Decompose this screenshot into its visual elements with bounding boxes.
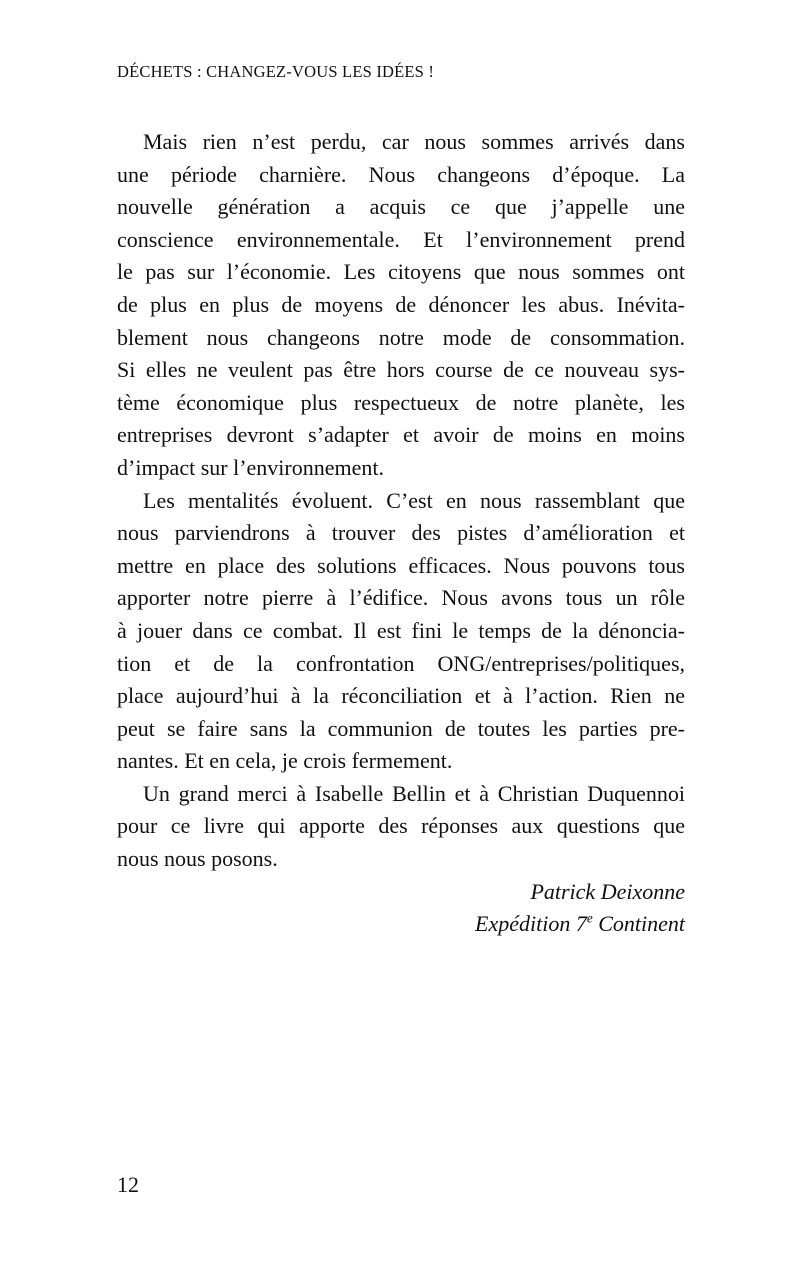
text-line: peut se faire sans la communion de toutes les parties pre- [117,715,685,741]
text-line: tion et de la confrontation ONG/entreprises/politiques, [117,650,685,676]
signature-org-part: Continent [592,911,685,937]
text-line: Si elles ne veulent pas être hors course de ce nouveau sys- [117,357,685,383]
text-line: pour ce livre qui apporte des réponses aux questions que [117,813,685,839]
text-line: à jouer dans ce combat. Il est fini le temps de la dénoncia- [117,617,685,643]
signature-org-part: Expédition 7 [475,911,587,937]
text-line: le pas sur l’économie. Les citoyens que nous sommes ont [117,259,685,285]
text-line: nous parviendrons à trouver des pistes d’amélioration et [117,520,685,546]
text-line: de plus en plus de moyens de dénoncer les abus. Inévita- [117,291,685,317]
text-line: entreprises devront s’adapter et avoir de moins en moins [117,422,685,448]
signature-name: Patrick Deixonne [530,878,685,904]
text-line: apporter notre pierre à l’édifice. Nous avons tous un rôle [117,585,685,611]
text-line: place aujourd’hui à la réconciliation et à l’action. Rien ne [117,683,685,709]
paragraph [117,126,685,485]
page-number: 12 [117,1172,139,1197]
running-header: DÉCHETS : CHANGEZ-VOUS LES IDÉES ! [117,62,435,81]
text-line: une période charnière. Nous changeons d’époque. La [117,161,685,187]
signature-org-part: e [586,910,593,926]
text-line: conscience environnementale. Et l’environnement prend [117,226,685,252]
paragraph [117,778,685,876]
text-line: mettre en place des solutions efficaces. Nous pouvons tous [117,552,685,578]
text-line: nouvelle génération a acquis ce que j’appelle une [117,194,685,220]
text-line: nous nous posons. [117,846,278,872]
text-line: Un grand merci à Isabelle Bellin et à Christian Duquennoi [143,780,685,806]
text-line: Les mentalités évoluent. C’est en nous rassemblant que [143,487,685,513]
paragraph [117,485,685,778]
body-text [117,126,685,941]
text-line: blement nous changeons notre mode de consommation. [117,324,685,350]
signature-organization [117,908,685,941]
text-line: Mais rien n’est perdu, car nous sommes arrivés dans [143,129,685,154]
text-line: tème économique plus respectueux de notre planète, les [117,389,685,415]
text-line: nantes. Et en cela, je crois fermement. [117,748,453,774]
text-line: d’impact sur l’environnement. [117,454,384,480]
